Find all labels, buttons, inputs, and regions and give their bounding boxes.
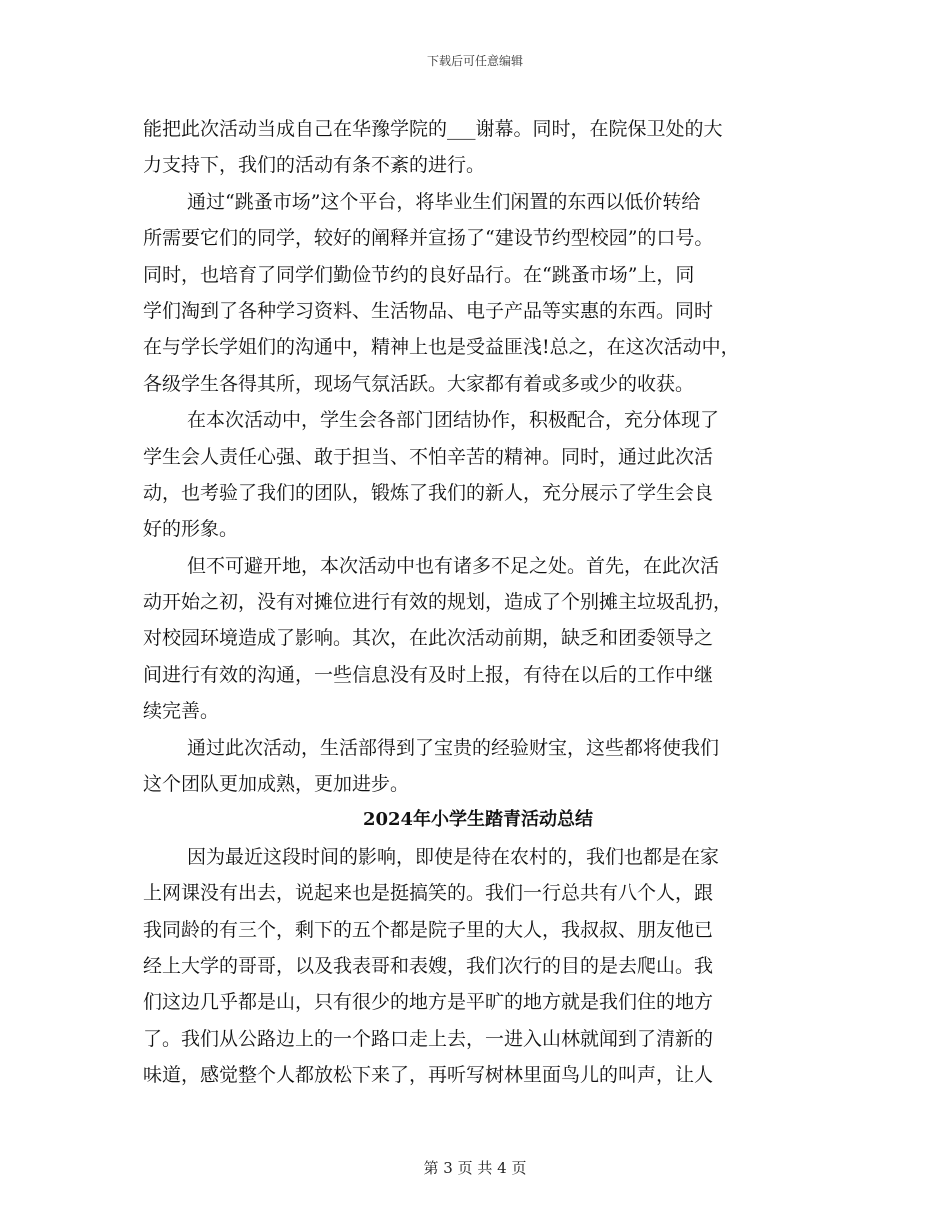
text-line: 在本次活动中，学生会各部门团结协作，积极配合，充分体现了	[187, 409, 720, 432]
text-line: 通过此次活动，生活部得到了宝贵的经验财宝，这些都将使我们	[187, 736, 720, 759]
text-line: 们这边几乎都是山，只有很少的地方是平旷的地方就是我们住的地方	[143, 991, 714, 1014]
text-line: 通过“跳蚤市场”这个平台，将毕业生们闲置的东西以低价转给	[187, 190, 701, 213]
text-line: 力支持下，我们的活动有条不紊的进行。	[143, 154, 486, 177]
text-line: 好的形象。	[143, 518, 239, 541]
section-title: 2024年小学生踏青活动总结	[362, 809, 594, 831]
page-footer: 第 3 页 共 4 页	[423, 1159, 527, 1177]
text-line: 对校园环境造成了影响。其次，在此次活动前期，缺乏和团委领导之	[143, 627, 714, 650]
text-line: 动开始之初，没有对摊位进行有效的规划，造成了个别摊主垃圾乱扔，	[143, 591, 733, 614]
text-line: 学们淘到了各种学习资料、生活物品、电子产品等实惠的东西。同时	[143, 299, 714, 322]
text-line: 了。我们从公路边上的一个路口走上去，一进入山林就闻到了清新的	[143, 1027, 714, 1050]
text-line: 续完善。	[143, 700, 220, 723]
text-line: 同时，也培育了同学们勤俭节约的良好品行。在“跳蚤市场”上，同	[143, 263, 695, 286]
text-line: 因为最近这段时间的影响，即使是待在农村的，我们也都是在家	[187, 845, 720, 868]
text-line: 间进行有效的沟通，一些信息没有及时上报，有待在以后的工作中继	[143, 663, 714, 686]
text-line: 我同龄的有三个，剩下的五个都是院子里的大人，我叔叔、朋友他已	[143, 918, 714, 941]
text-line: 这个团队更加成熟，更加进步。	[143, 773, 410, 796]
text-line: 味道，感觉整个人都放松下来了，再听写树林里面鸟儿的叫声，让人	[143, 1064, 714, 1087]
text-line: 上网课没有出去，说起来也是挺搞笑的。我们一行总共有八个人，跟	[143, 882, 714, 905]
text-line: 学生会人责任心强、敢于担当、不怕辛苦的精神。同时，通过此次活	[143, 445, 714, 468]
document-body	[143, 111, 807, 1094]
text-line: 但不可避开地，本次活动中也有诸多不足之处。首先，在此次活	[187, 554, 720, 577]
text-line: 能把此次活动当成自己在华豫学院的___谢幕。同时，在院保卫处的大	[143, 118, 723, 140]
page-header: 下载后可任意编辑	[426, 54, 523, 68]
text-line: 在与学长学姐们的沟通中，精神上也是受益匪浅!总之，在这次活动中，	[143, 336, 740, 359]
text-line: 经上大学的哥哥，以及我表哥和表嫂，我们次行的目的是去爬山。我	[143, 954, 714, 977]
text-line: 各级学生各得其所，现场气氛活跃。大家都有着或多或少的收获。	[143, 372, 695, 395]
text-line: 所需要它们的同学，较好的阐释并宣扬了“建设节约型校园”的口号。	[143, 227, 714, 250]
text-line: 动，也考验了我们的团队，锻炼了我们的新人，充分展示了学生会良	[143, 481, 714, 504]
